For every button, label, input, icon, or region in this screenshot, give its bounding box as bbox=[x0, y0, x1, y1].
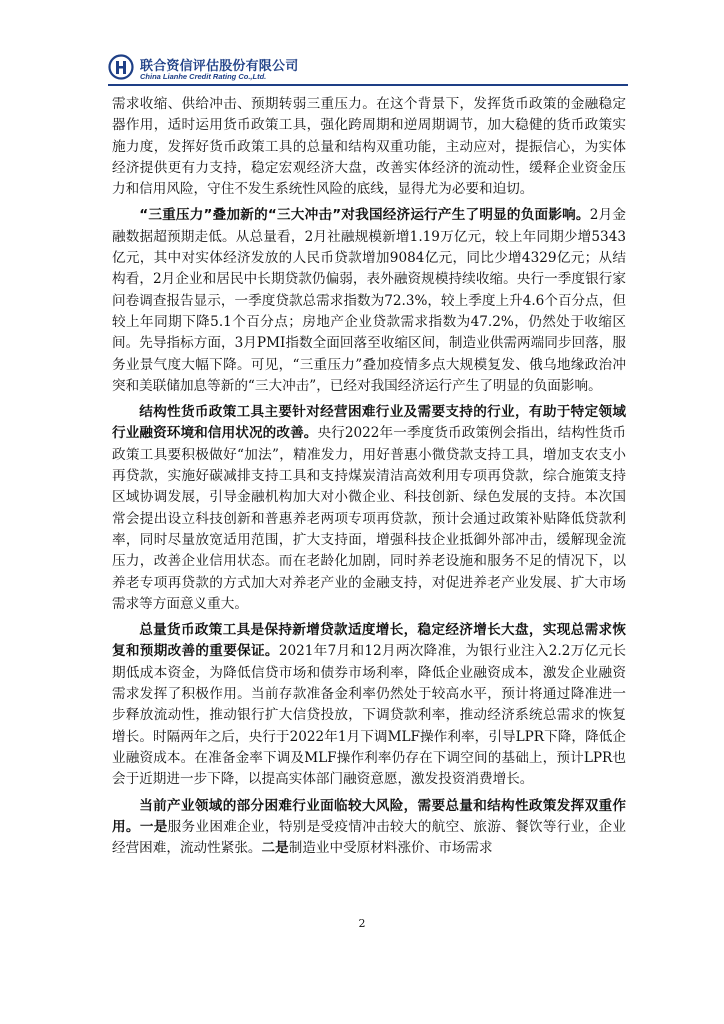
paragraph-3 bbox=[112, 402, 626, 615]
paragraph-3-lead: 结构性货币政策工具主要针对经营困难行业及需要支持的行业，有助于特定领域行业融资环境和信用状况的改善。 bbox=[112, 404, 626, 442]
paragraph-4-text: 2021年7月和12月两次降准，为银行业注入2.2万亿元长期低成本资金，为降低信贷市场和债券市场利率，降低企业融资成本，激发企业融资需求发挥了积极作用。当前存款准备金利率仍然处于较高水平，预计将通过降准进一步释放流动性，推动银行扩大信贷投放，下调贷款利率，推动经济系统总需求的恢复增长。时隔两年之后，央行于2022年1月下调MLF操作利率，引导LPR下降，降低企业融资成本。在准备金率下调及MLF操作利率仍存在下调空间的基础上，预计LPR也会于近期进一步下降，以提高实体部门融资意愿，激发投资消费增长。 bbox=[112, 643, 626, 788]
paragraph-5-point-1-text: 服务业困难企业，特别是受疫情冲击较大的航空、旅游、餐饮等行业，企业经营困难，流动性紧张。 bbox=[112, 818, 627, 857]
paragraph-2-text: 2月金融数据超预期走低。从总量看，2月社融规模新增1.19万亿元，较上年同期少增5343亿元，其中对实体经济发放的人民币贷款增加9084亿元，同比少增4329亿元；从结构看，2月企业和居民中长期贷款仍偏弱，表外融资规模持续收缩。央行一季度银行家问卷调查报告显示，一季度贷款总需求指数为72.3%，较上季度上升4.6个百分点，但较上年同期下降5.1个百分点；房地产企业贷款需求指数为47.2%，仍然处于收缩区间。先导指标方面，3月PMI指数全面回落至收缩区间，制造业供需两端同步回落，服务业景气度大幅下降。可见，“三重压力”叠加疫情多点大规模复发、俄乌地缘政治冲突和美联储加息等新的“三大冲击”，已经对我国经济运行产生了明显的负面影响。 bbox=[112, 207, 626, 394]
company-name-en: China Lianhe Credit Rating Co.,Ltd. bbox=[140, 72, 267, 81]
paragraph-5-lead: 当前产业领域的部分困难行业面临较大风险，需要总量和结构性政策发挥双重作用。 bbox=[112, 797, 626, 835]
page-header bbox=[108, 52, 628, 84]
paragraph-5 bbox=[112, 796, 626, 860]
paragraph-3-text: 央行2022年一季度货币政策例会指出，结构性货币政策工具要积极做好“加法”，精准发力，用好普惠小微贷款支持工具，增加支农支小再贷款，实施好碳减排支持工具和支持煤炭清洁高效利用专项再贷款，综合施策支持区域协调发展，引导金融机构加大对小微企业、科技创新、绿色发展的支持。本次国常会提出设立科技创新和普惠养老两项专项再贷款，预计会通过政策补贴降低贷款利率，同时尽量放宽适用范围，扩大支持面，增强科技企业抵御外部冲击，缓解现金流压力，改善企业信用状态。而在老龄化加剧，同时养老设施和服务不足的情况下，以养老专项再贷款的方式加大对养老产业的金融支持，对促进养老产业发展、扩大市场需求等方面意义重大。 bbox=[112, 425, 627, 612]
document-body bbox=[112, 94, 626, 859]
paragraph-1 bbox=[112, 94, 626, 200]
company-name-cn: 联合资信评估股份有限公司 bbox=[140, 59, 299, 74]
paragraph-1-text: 需求收缩、供给冲击、预期转弱三重压力。在这个背景下，发挥货币政策的金融稳定器作用，适时运用货币政策工具，强化跨周期和逆周期调节，加大稳健的货币政策实施力度，发挥好货币政策工具的总量和结构双重功能，主动应对，提振信心，为实体经济提供更有力支持，稳定宏观经济大盘，改善实体经济的流动性，缓释企业资金压力和信用风险，守住不发生系统性风险的底线，显得尤为必要和迫切。 bbox=[112, 96, 626, 198]
lianhe-logo-icon bbox=[108, 54, 134, 80]
paragraph-5-point-2-marker: 二是 bbox=[261, 840, 289, 857]
paragraph-5-point-2-text: 制造业中受原材料涨价、市场需求 bbox=[288, 840, 493, 857]
paragraph-4-lead: 总量货币政策工具是保持新增贷款适度增长，稳定经济增长大盘，实现总需求恢复和预期改善的重要保证。 bbox=[112, 622, 626, 660]
header-divider bbox=[108, 84, 628, 86]
paragraph-2 bbox=[112, 205, 626, 397]
paragraph-5-point-1-marker: 一是 bbox=[139, 818, 168, 835]
paragraph-4 bbox=[112, 620, 626, 790]
page-number: 2 bbox=[358, 917, 366, 930]
paragraph-2-lead: “三重压力”叠加新的“三大冲击”对我国经济运行产生了明显的负面影响。 bbox=[139, 207, 590, 224]
